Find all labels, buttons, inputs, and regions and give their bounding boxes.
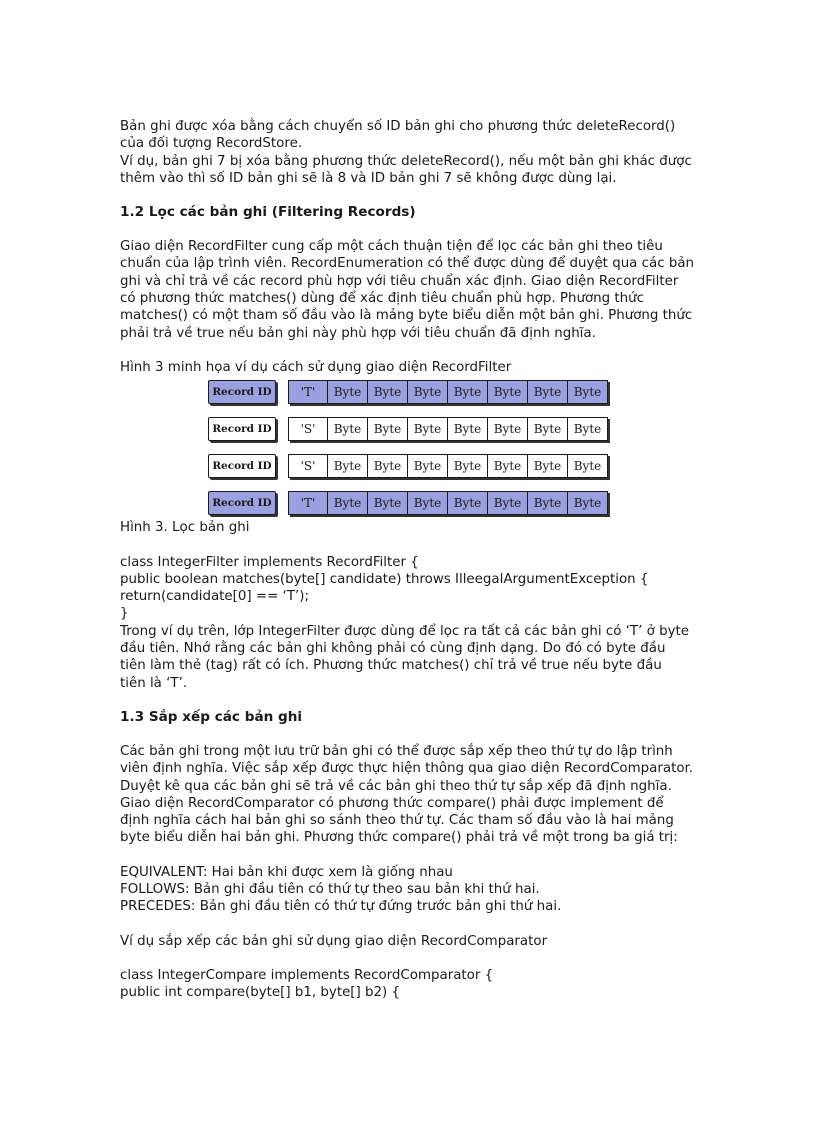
byte-cell: Byte — [327, 381, 367, 403]
example-intro: Ví dụ sắp xếp các bản ghi sử dụng giao diện RecordComparator — [120, 933, 548, 949]
intro-line: Bản ghi được xóa bằng cách chuyển số ID bản ghi cho phương thức deleteRecord() — [120, 119, 676, 134]
byte-cell: Byte — [527, 418, 567, 440]
byte-cell: Byte — [487, 492, 527, 514]
filter-explain-line: Trong ví dụ trên, lớp IntegerFilter được dùng để lọc ra tất cả các bản ghi có ‘T’ ở byte — [120, 623, 689, 639]
record-id-box: Record ID — [208, 454, 276, 478]
filter-para-line: có phương thức matches() dùng để xác định tiêu chuẩn phù hợp. Phương thức — [120, 291, 644, 307]
code-line: class IntegerCompare implements RecordComparator { — [120, 967, 494, 983]
filter-para-line: chuẩn của lập trình viên. RecordEnumeration có thể được dùng để duyệt qua các bản — [120, 256, 695, 272]
compare-value-line: FOLLOWS: Bản ghi đầu tiên có thứ tự theo sau bản khi thứ hai. — [120, 882, 540, 898]
byte-cell: Byte — [327, 418, 367, 440]
record-bytes — [288, 380, 608, 404]
record-id-box: Record ID — [208, 417, 276, 441]
byte-cell: Byte — [367, 418, 407, 440]
byte-cell: Byte — [367, 381, 407, 403]
compare-value-line: EQUIVALENT: Hai bản khi được xem là giống nhau — [120, 864, 453, 880]
byte-cell: Byte — [567, 455, 607, 477]
record-row-unmatched — [208, 415, 608, 443]
byte-cell: Byte — [407, 418, 447, 440]
section-heading-filtering: 1.2 Lọc các bản ghi (Filtering Records) — [120, 204, 416, 221]
byte-cell: Byte — [327, 492, 367, 514]
record-row-unmatched — [208, 452, 608, 480]
figure-caption: Hình 3. Lọc bản ghi — [120, 520, 250, 536]
sort-para-line: byte biểu diễn hai bản ghi. Phương thức compare() phải trả về một trong ba giá trị: — [120, 830, 678, 846]
byte-cell: Byte — [367, 455, 407, 477]
record-bytes — [288, 491, 608, 515]
compare-value-line: PRECEDES: Bản ghi đầu tiên có thứ tự đứng trước bản ghi thứ hai. — [120, 899, 562, 915]
sort-para-line: Giao diện RecordComparator có phương thức compare() phải được implement để — [120, 795, 664, 811]
byte-cell: Byte — [567, 418, 607, 440]
section-heading-sorting: 1.3 Sắp xếp các bản ghi — [120, 708, 303, 725]
filter-para-line: matches() có một tham số đầu vào là mảng byte biểu diễn một bản ghi. Phương thức — [120, 308, 693, 324]
record-row-matched — [208, 378, 608, 406]
filter-explain-line: đầu tiên. Nhớ rằng các bản ghi không phải có cùng định dạng. Do đó có byte đầu — [120, 641, 666, 657]
intro-line: của đối tượng RecordStore. — [120, 136, 303, 152]
byte-cell: Byte — [567, 492, 607, 514]
byte-cell: Byte — [487, 455, 527, 477]
tag-cell: 'S' — [300, 459, 316, 474]
byte-cell: Byte — [327, 455, 367, 477]
tag-cell: 'T' — [300, 385, 316, 400]
byte-cell: Byte — [447, 492, 487, 514]
tag-cell: 'T' — [300, 496, 316, 511]
code-line: class IntegerFilter implements RecordFilter { — [120, 554, 419, 570]
sort-para-line: định nghĩa cách hai bản ghi so sánh theo thứ tự. Các tham số đầu vào là hai mảng — [120, 813, 674, 829]
filter-para-line: ghi và chỉ trả về các record phù hợp với tiêu chuẩn xác định. Giao diện RecordFilter — [120, 273, 679, 289]
sort-para-line: Các bản ghi trong một lưu trữ bản ghi có thể được sắp xếp theo thứ tự do lập trình — [120, 743, 673, 759]
filter-explain-line: tiên là ‘T’. — [120, 675, 188, 691]
byte-cell: Byte — [447, 455, 487, 477]
byte-cell: Byte — [447, 418, 487, 440]
byte-cell: Byte — [487, 381, 527, 403]
code-line: return(candidate[0] == ‘T’); — [120, 589, 309, 605]
byte-cell: Byte — [407, 381, 447, 403]
code-line: public boolean matches(byte[] candidate) throws IlleegalArgumentException { — [120, 571, 649, 587]
filter-para-line: Giao diện RecordFilter cung cấp một cách thuận tiện để lọc các bản ghi theo tiêu — [120, 239, 663, 255]
document-page — [120, 118, 720, 1002]
byte-cell: Byte — [407, 492, 447, 514]
record-bytes — [288, 454, 608, 478]
record-row-matched — [208, 489, 608, 517]
filter-para-line: phải trả về true nếu bản ghi này phù hợp với tiêu chuẩn đã định nghĩa. — [120, 325, 596, 341]
byte-cell: Byte — [567, 381, 607, 403]
record-filter-figure — [208, 378, 608, 517]
intro-line: thêm vào thì số ID bản ghi sẽ là 8 và ID bản ghi 7 sẽ không được dùng lại. — [120, 170, 617, 186]
record-id-box: Record ID — [208, 491, 276, 515]
byte-cell: Byte — [367, 492, 407, 514]
code-line: public int compare(byte[] b1, byte[] b2) { — [120, 985, 401, 1001]
byte-cell: Byte — [447, 381, 487, 403]
filter-explain-line: tiên làm thẻ (tag) rất có ích. Phương thức matches() chỉ trả về true nếu byte đầu — [120, 658, 662, 674]
figure-intro: Hình 3 minh họa ví dụ cách sử dụng giao diện RecordFilter — [120, 359, 512, 375]
byte-cell: Byte — [407, 455, 447, 477]
tag-cell: 'S' — [300, 422, 316, 437]
byte-cell: Byte — [527, 455, 567, 477]
intro-line: Ví dụ, bản ghi 7 bị xóa bằng phương thức deleteRecord(), nếu một bản ghi khác được — [120, 153, 692, 169]
byte-cell: Byte — [487, 418, 527, 440]
sort-para-line: Duyệt kê qua các bản ghi sẽ trả về các bản ghi theo thứ tự sắp xếp đã định nghĩa. — [120, 778, 672, 794]
code-line: } — [120, 606, 129, 622]
record-id-box: Record ID — [208, 380, 276, 404]
byte-cell: Byte — [527, 381, 567, 403]
sort-para-line: viên định nghĩa. Việc sắp xếp được thực hiện thông qua giao diện RecordComparator. — [120, 761, 694, 777]
byte-cell: Byte — [527, 492, 567, 514]
record-bytes — [288, 417, 608, 441]
